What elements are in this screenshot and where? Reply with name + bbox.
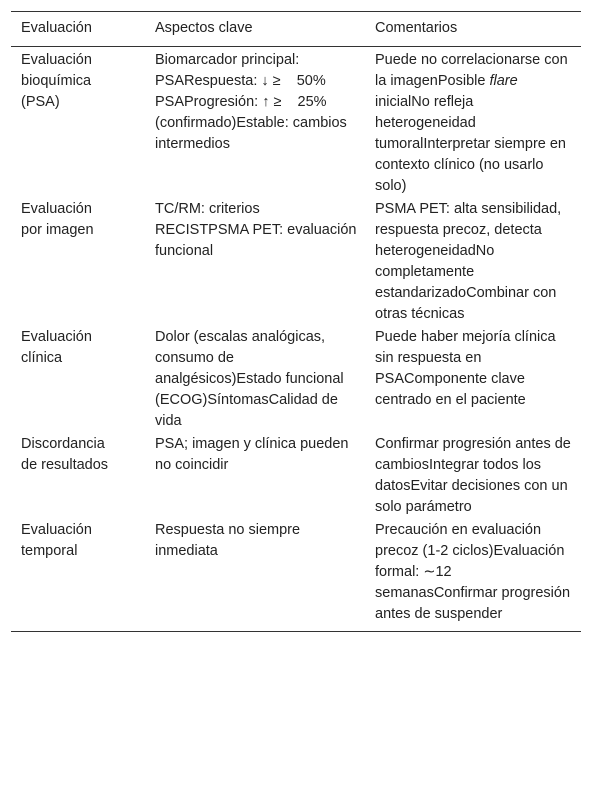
cell-comentarios-text: Precaución en evaluación precoz (1-2 ciclos)Evaluación formal: ∼12 semanasConfirmar progresión antes de suspender	[375, 522, 571, 622]
cell-aspectos	[145, 325, 365, 432]
cell-evaluacion	[11, 197, 145, 325]
cell-evaluacion	[11, 518, 145, 632]
header-evaluacion: Evaluación	[21, 20, 92, 36]
cell-aspectos-text: Respuesta no siempre inmediata	[155, 522, 301, 559]
table-body	[11, 47, 581, 632]
cell-comentarios-text-post: inicialNo refleja heterogeneidad tumoralInterpretar siempre en contexto clínico (no usarlo solo)	[375, 94, 566, 194]
cell-evaluacion-text: Evaluación bioquímica (PSA)	[21, 52, 92, 110]
cell-evaluacion	[11, 432, 145, 518]
cell-comentarios-text-pre: Puede no correlacionarse con la imagenPosible	[375, 52, 568, 89]
header-aspectos-clave: Aspectos clave	[155, 20, 253, 36]
cell-aspectos	[145, 47, 365, 198]
cell-comentarios	[365, 197, 581, 325]
response-assessment-table-container	[11, 11, 581, 632]
cell-aspectos-text: TC/RM: criterios RECISTPSMA PET: evaluación funcional	[155, 201, 357, 259]
table-row	[11, 47, 581, 198]
cell-comentarios-text: Confirmar progresión antes de cambiosIntegrar todos los datosEvitar decisiones con un solo parámetro	[375, 436, 571, 515]
cell-comentarios-text: PSMA PET: alta sensibilidad, respuesta precoz, detecta heterogeneidadNo completamente estandarizadoCombinar con otras técnicas	[375, 201, 562, 322]
header-row	[11, 12, 581, 47]
cell-evaluacion-text: Evaluación por imagen	[21, 201, 94, 238]
cell-comentarios	[365, 518, 581, 632]
cell-comentarios	[365, 432, 581, 518]
cell-evaluacion-text: Discordancia de resultados	[21, 436, 109, 473]
cell-aspectos-text: Biomarcador principal: PSARespuesta: ↓ ≥ 50% PSAProgresión: ↑ ≥ 25% (confirmado)Estable: cambios intermedios	[155, 52, 347, 152]
cell-aspectos-text: PSA; imagen y clínica pueden no coincidir	[155, 436, 349, 473]
response-assessment-table	[11, 11, 581, 632]
header-comentarios: Comentarios	[375, 20, 458, 36]
table-header	[11, 12, 581, 47]
cell-comentarios-text: Puede haber mejoría clínica sin respuesta en PSAComponente clave centrado en el paciente	[375, 329, 556, 408]
cell-comentarios-text-italic: flare	[489, 73, 518, 89]
cell-evaluacion	[11, 47, 145, 198]
cell-evaluacion	[11, 325, 145, 432]
table-row	[11, 197, 581, 325]
table-row	[11, 325, 581, 432]
table-row	[11, 432, 581, 518]
cell-aspectos-text: Dolor (escalas analógicas, consumo de analgésicos)Estado funcional (ECOG)SíntomasCalidad de vida	[155, 329, 344, 429]
cell-aspectos	[145, 197, 365, 325]
cell-evaluacion-text: Evaluación temporal	[21, 522, 92, 559]
cell-aspectos	[145, 432, 365, 518]
cell-evaluacion-text: Evaluación clínica	[21, 329, 92, 366]
cell-comentarios	[365, 325, 581, 432]
cell-comentarios	[365, 47, 581, 198]
cell-aspectos	[145, 518, 365, 632]
table-row	[11, 518, 581, 632]
